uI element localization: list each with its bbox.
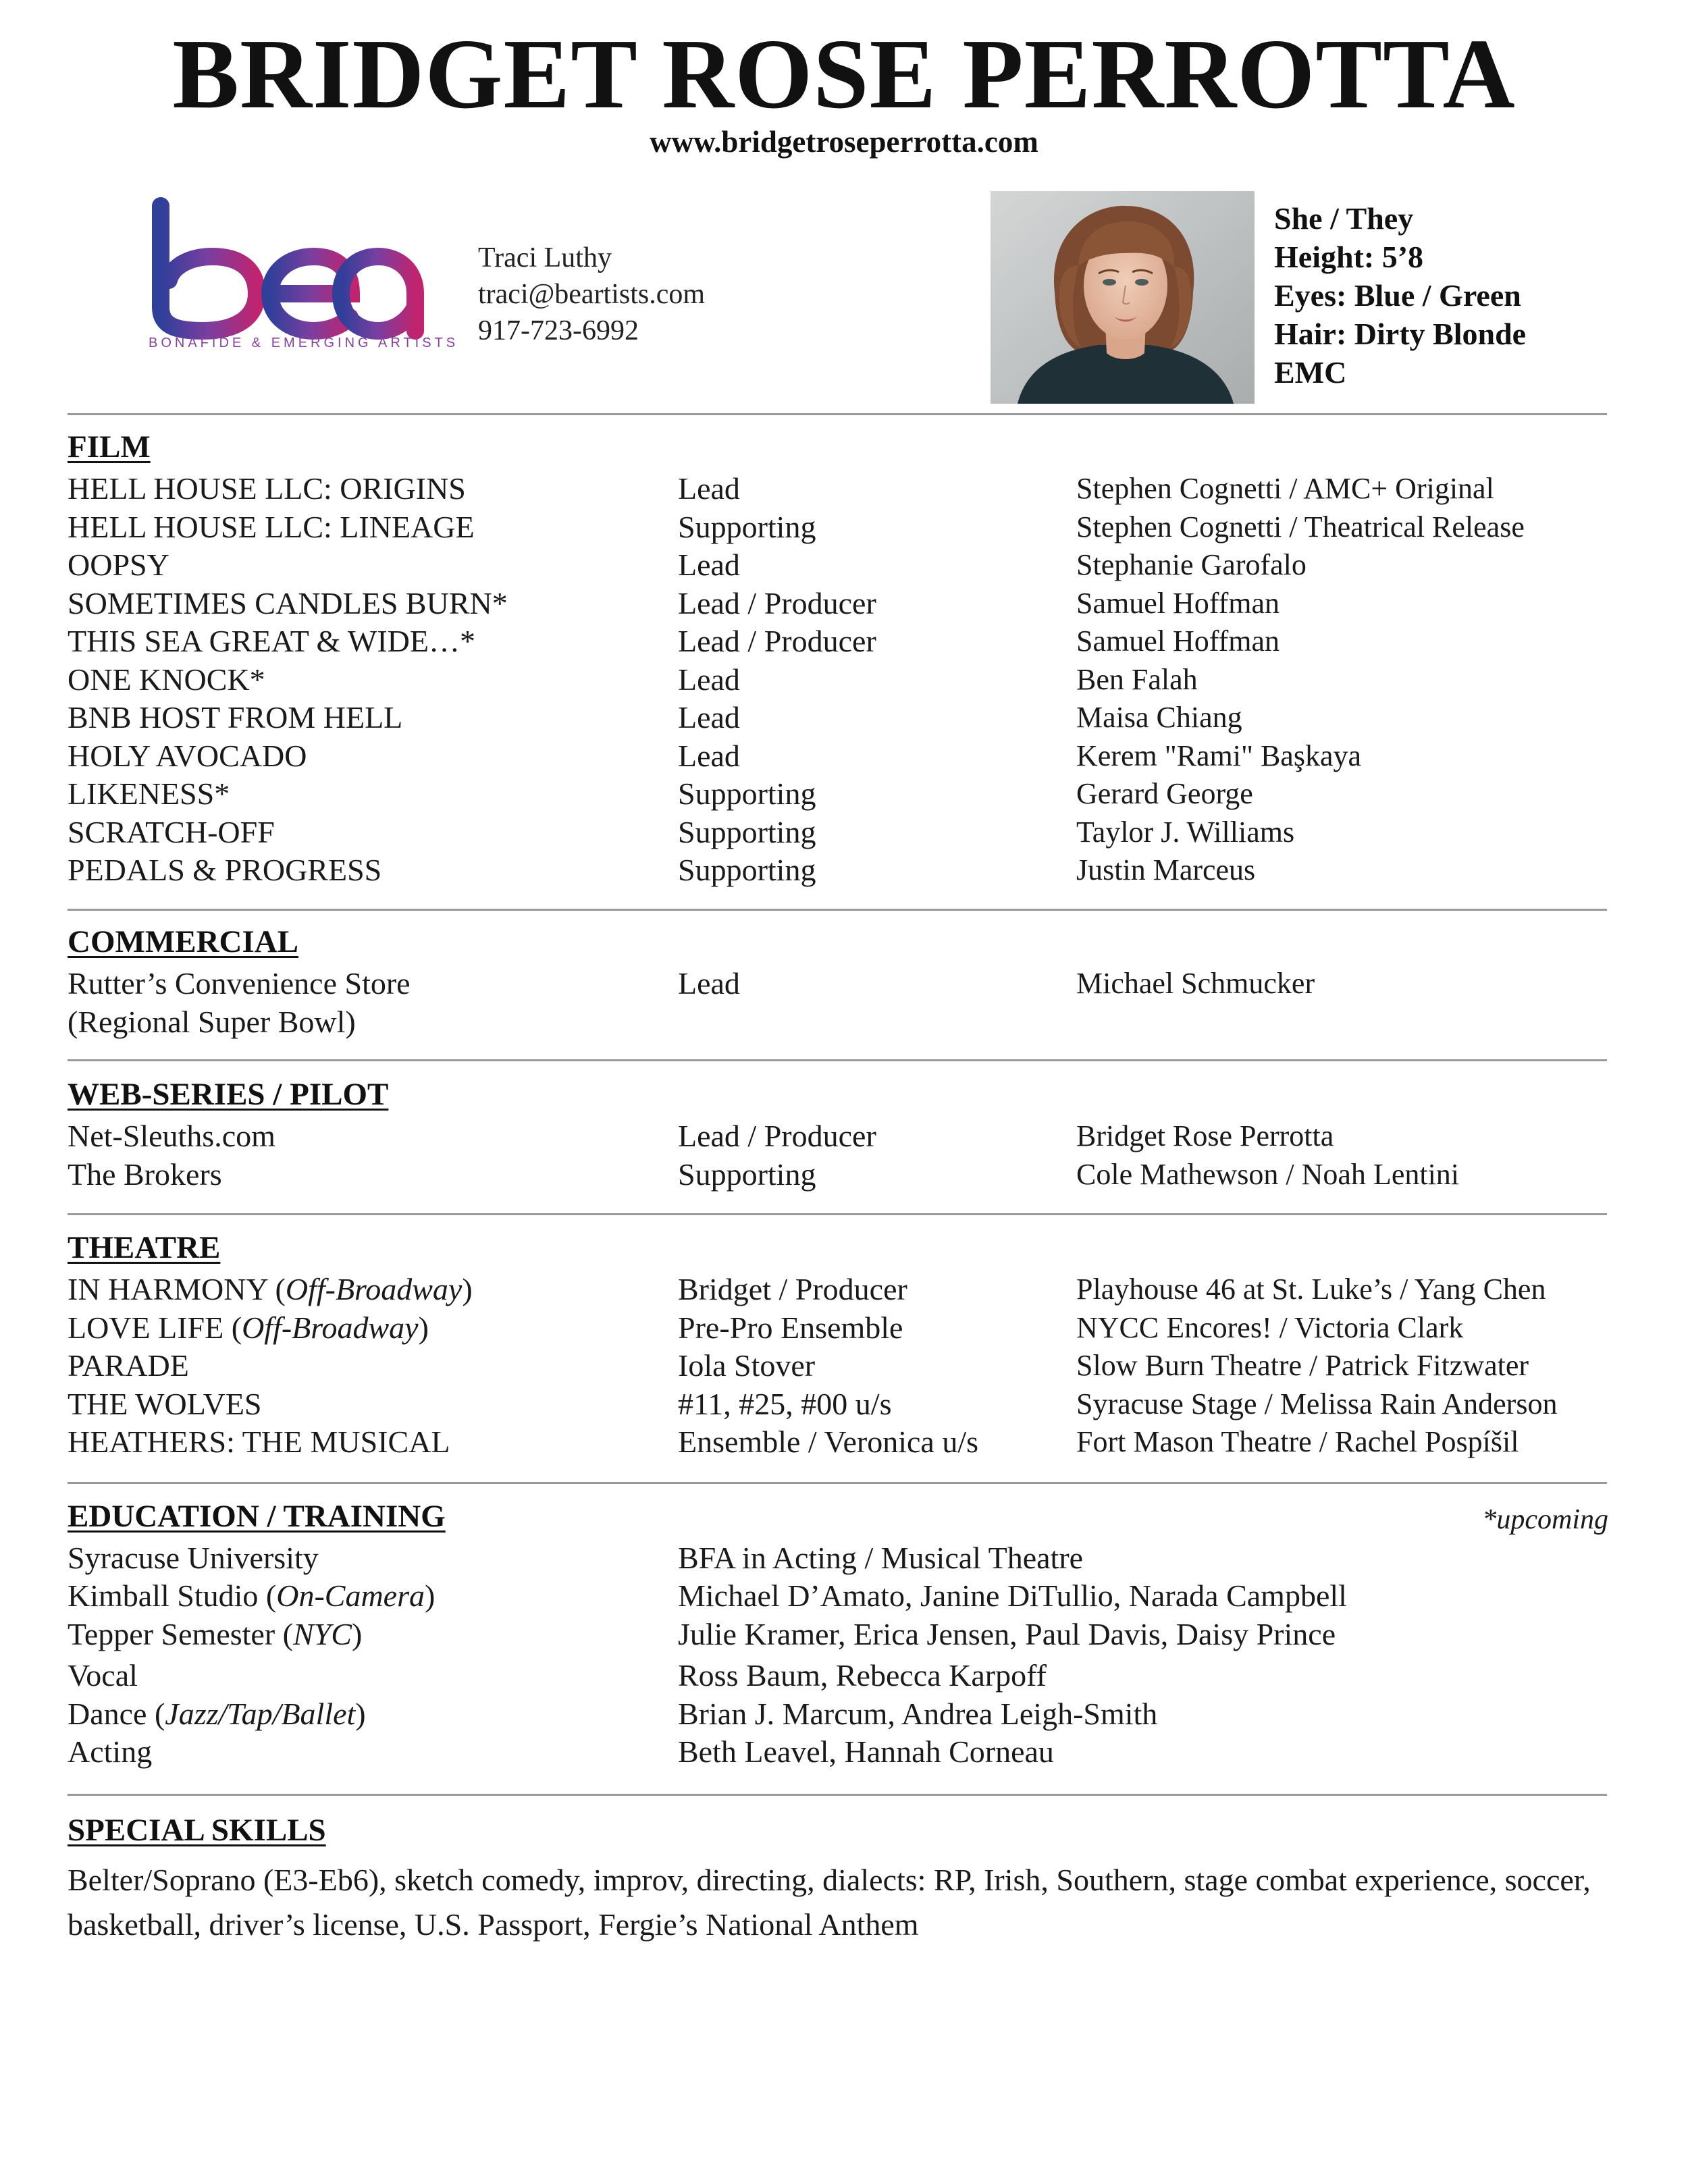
- title-text: Dance (: [68, 1697, 165, 1731]
- title-italic-note: Off-Broadway: [285, 1272, 463, 1306]
- title-text: HEATHERS: THE MUSICAL: [68, 1424, 450, 1459]
- credit-title: HOLY AVOCADO: [68, 738, 307, 773]
- credit-row: [0, 1576, 1688, 1615]
- credit-role: Lead: [678, 548, 740, 582]
- title-text: IN HARMONY (: [68, 1272, 286, 1306]
- credit-row: [0, 1270, 1688, 1308]
- agent-name: Traci Luthy: [478, 242, 612, 273]
- credit-director: Fort Mason Theatre / Rachel Pospíšil: [1076, 1425, 1519, 1458]
- section-heading-web-series: WEB-SERIES / PILOT: [68, 1077, 389, 1112]
- credit-row: [0, 1308, 1688, 1347]
- agent-email[interactable]: traci@beartists.com: [478, 279, 706, 310]
- credit-role: Lead: [678, 738, 740, 773]
- credit-row: [0, 1003, 1688, 1041]
- credit-row: [0, 1346, 1688, 1385]
- section-heading-theatre: THEATRE: [68, 1230, 221, 1265]
- credit-role: Brian J. Marcum, Andrea Leigh-Smith: [678, 1697, 1158, 1731]
- title-suffix: ): [425, 1578, 436, 1613]
- credit-row: [0, 1117, 1688, 1155]
- credit-row: [0, 584, 1688, 622]
- credit-row: [0, 1155, 1688, 1194]
- credit-role: Lead: [678, 471, 740, 506]
- credit-title: [68, 1346, 189, 1385]
- divider: [68, 1482, 1607, 1484]
- credit-row: [0, 813, 1688, 851]
- credit-role: Supporting: [678, 814, 816, 849]
- credit-title: [68, 1576, 435, 1615]
- special-skills-text: Belter/Soprano (E3-Eb6), sketch comedy, improv, directing, dialects: RP, Irish, Southern, stage combat experience, soccer, basketball, driver’s license, U.S. Passport, Fergie’s National Anthem: [68, 1863, 1591, 1942]
- title-suffix: ): [418, 1310, 429, 1345]
- credit-row: [0, 508, 1688, 546]
- credit-director: Michael Schmucker: [1076, 967, 1315, 1000]
- credit-row: [0, 1732, 1688, 1771]
- title-text: Tepper Semester (: [68, 1617, 293, 1651]
- credit-role: Beth Leavel, Hannah Corneau: [678, 1734, 1054, 1769]
- divider: [68, 1059, 1607, 1061]
- credit-title: THIS SEA GREAT & WIDE…*: [68, 624, 475, 658]
- credit-title: HELL HOUSE LLC: LINEAGE: [68, 509, 475, 544]
- credit-role: Michael D’Amato, Janine DiTullio, Narada Campbell: [678, 1578, 1347, 1613]
- credit-row: [0, 1615, 1688, 1653]
- credit-director: Stephen Cognetti / AMC+ Original: [1076, 472, 1494, 505]
- title-text: Kimball Studio (: [68, 1578, 277, 1613]
- credit-role: Iola Stover: [678, 1348, 816, 1383]
- divider: [68, 1794, 1607, 1796]
- credit-director: Playhouse 46 at St. Luke’s / Yang Chen: [1076, 1273, 1546, 1306]
- credit-role: Lead: [678, 966, 740, 1001]
- credit-row: [0, 774, 1688, 813]
- credit-row: [0, 737, 1688, 775]
- divider: [68, 909, 1607, 911]
- height: Height: 5’8: [1274, 240, 1424, 274]
- section-heading-commercial: COMMERCIAL: [68, 924, 299, 959]
- section-heading-special-skills: SPECIAL SKILLS: [68, 1813, 326, 1848]
- title-italic-note: On-Camera: [276, 1578, 425, 1613]
- agency-tagline: BONAFIDE & EMERGING ARTISTS: [149, 336, 459, 350]
- hair-color: Hair: Dirty Blonde: [1274, 317, 1527, 351]
- credit-title: [68, 1615, 362, 1653]
- credit-role: BFA in Acting / Musical Theatre: [678, 1541, 1084, 1575]
- credit-row: [0, 469, 1688, 508]
- credit-role: Supporting: [678, 776, 816, 811]
- credit-title: ONE KNOCK*: [68, 662, 265, 697]
- credit-director: Samuel Hoffman: [1076, 624, 1280, 658]
- credit-role: Julie Kramer, Erica Jensen, Paul Davis, Daisy Prince: [678, 1617, 1336, 1651]
- credit-role: Supporting: [678, 853, 816, 887]
- credit-director: Gerard George: [1076, 777, 1253, 810]
- credit-row: [0, 545, 1688, 584]
- credit-director: Cole Mathewson / Noah Lentini: [1076, 1158, 1460, 1191]
- credit-title: [68, 1539, 319, 1577]
- credit-title: [68, 1422, 450, 1461]
- credit-role: Lead / Producer: [678, 1119, 876, 1153]
- section-heading-film: FILM: [68, 429, 151, 464]
- title-italic-note: NYC: [292, 1617, 352, 1651]
- agent-contact: [478, 240, 705, 349]
- credit-role: Supporting: [678, 509, 816, 544]
- credit-row: [0, 851, 1688, 889]
- credit-director: Syracuse Stage / Melissa Rain Anderson: [1076, 1387, 1558, 1420]
- headshot-photo: [991, 191, 1255, 404]
- title-text: Vocal: [68, 1658, 138, 1693]
- title-italic-note: Off-Broadway: [242, 1310, 419, 1345]
- credit-title: [68, 1270, 473, 1308]
- upcoming-note: *upcoming: [1482, 1504, 1608, 1535]
- title-text: LOVE LIFE (: [68, 1310, 242, 1345]
- credit-row: [0, 1656, 1688, 1695]
- section-heading-education: EDUCATION / TRAINING: [68, 1499, 446, 1534]
- divider: [68, 1213, 1607, 1215]
- eye-color: Eyes: Blue / Green: [1274, 278, 1521, 313]
- title-text: THE WOLVES: [68, 1386, 262, 1421]
- credit-title: [68, 1695, 366, 1733]
- credit-title: SCRATCH-OFF: [68, 814, 275, 849]
- credit-title: PEDALS & PROGRESS: [68, 853, 382, 887]
- title-text: Acting: [68, 1734, 153, 1769]
- credit-row: [0, 622, 1688, 660]
- credit-director: Samuel Hoffman: [1076, 586, 1280, 620]
- title-suffix: ): [355, 1697, 366, 1731]
- page-title: BRIDGET ROSE PERROTTA: [172, 19, 1516, 130]
- credit-title: [68, 1385, 262, 1423]
- credit-title: [68, 1656, 138, 1695]
- credit-role: Lead / Producer: [678, 585, 876, 620]
- credit-director: Slow Burn Theatre / Patrick Fitzwater: [1076, 1349, 1529, 1382]
- credit-role: Bridget / Producer: [678, 1272, 907, 1306]
- credit-role: #11, #25, #00 u/s: [678, 1386, 892, 1421]
- credit-title: LIKENESS*: [68, 776, 230, 811]
- credit-director: Justin Marceus: [1076, 853, 1256, 886]
- title-text: PARADE: [68, 1348, 189, 1383]
- title-suffix: ): [462, 1272, 473, 1306]
- credit-title: [68, 1732, 152, 1771]
- title-italic-note: Jazz/Tap/Ballet: [165, 1697, 356, 1731]
- credit-director: Bridget Rose Perrotta: [1076, 1119, 1334, 1152]
- credit-role: Ensemble / Veronica u/s: [678, 1424, 978, 1459]
- credit-row: [0, 1385, 1688, 1423]
- credit-title: The Brokers: [68, 1157, 222, 1192]
- credit-role: Lead / Producer: [678, 624, 876, 658]
- credit-role: Ross Baum, Rebecca Karpoff: [678, 1658, 1047, 1693]
- credit-title: SOMETIMES CANDLES BURN*: [68, 585, 508, 620]
- credit-row: [0, 1695, 1688, 1733]
- credit-title: HELL HOUSE LLC: ORIGINS: [68, 471, 466, 506]
- credit-row: [0, 1539, 1688, 1577]
- credit-title: BNB HOST FROM HELL: [68, 700, 403, 735]
- title-text: Syracuse University: [68, 1541, 319, 1575]
- credit-director: NYCC Encores! / Victoria Clark: [1076, 1310, 1464, 1344]
- agent-phone[interactable]: 917-723-6992: [478, 315, 639, 346]
- credit-title: OOPSY: [68, 548, 169, 582]
- title-suffix: ): [351, 1617, 363, 1651]
- credit-role: Lead: [678, 662, 740, 697]
- credit-title: Rutter’s Convenience Store: [68, 966, 411, 1001]
- union-status: EMC: [1274, 355, 1347, 390]
- credit-row: [0, 660, 1688, 699]
- credit-director: Stephen Cognetti / Theatrical Release: [1076, 510, 1525, 543]
- credit-row: [0, 1422, 1688, 1461]
- pronouns: She / They: [1274, 201, 1414, 236]
- credit-title: (Regional Super Bowl): [68, 1005, 356, 1039]
- credit-title: Net-Sleuths.com: [68, 1119, 275, 1153]
- credit-director: Taylor J. Williams: [1076, 815, 1295, 849]
- website-link[interactable]: www.bridgetroseperrotta.com: [650, 125, 1038, 159]
- credit-role: Lead: [678, 700, 740, 735]
- credit-row: [0, 964, 1688, 1003]
- credit-director: Ben Falah: [1076, 662, 1198, 696]
- actor-stats: [1274, 199, 1526, 392]
- credit-director: Kerem "Rami" Başkaya: [1076, 739, 1362, 772]
- credit-director: Stephanie Garofalo: [1076, 548, 1307, 581]
- credit-role: Supporting: [678, 1157, 816, 1192]
- credit-title: [68, 1308, 429, 1347]
- divider: [68, 413, 1607, 415]
- credit-role: Pre-Pro Ensemble: [678, 1310, 903, 1345]
- credit-director: Maisa Chiang: [1076, 701, 1242, 734]
- credit-row: [0, 698, 1688, 737]
